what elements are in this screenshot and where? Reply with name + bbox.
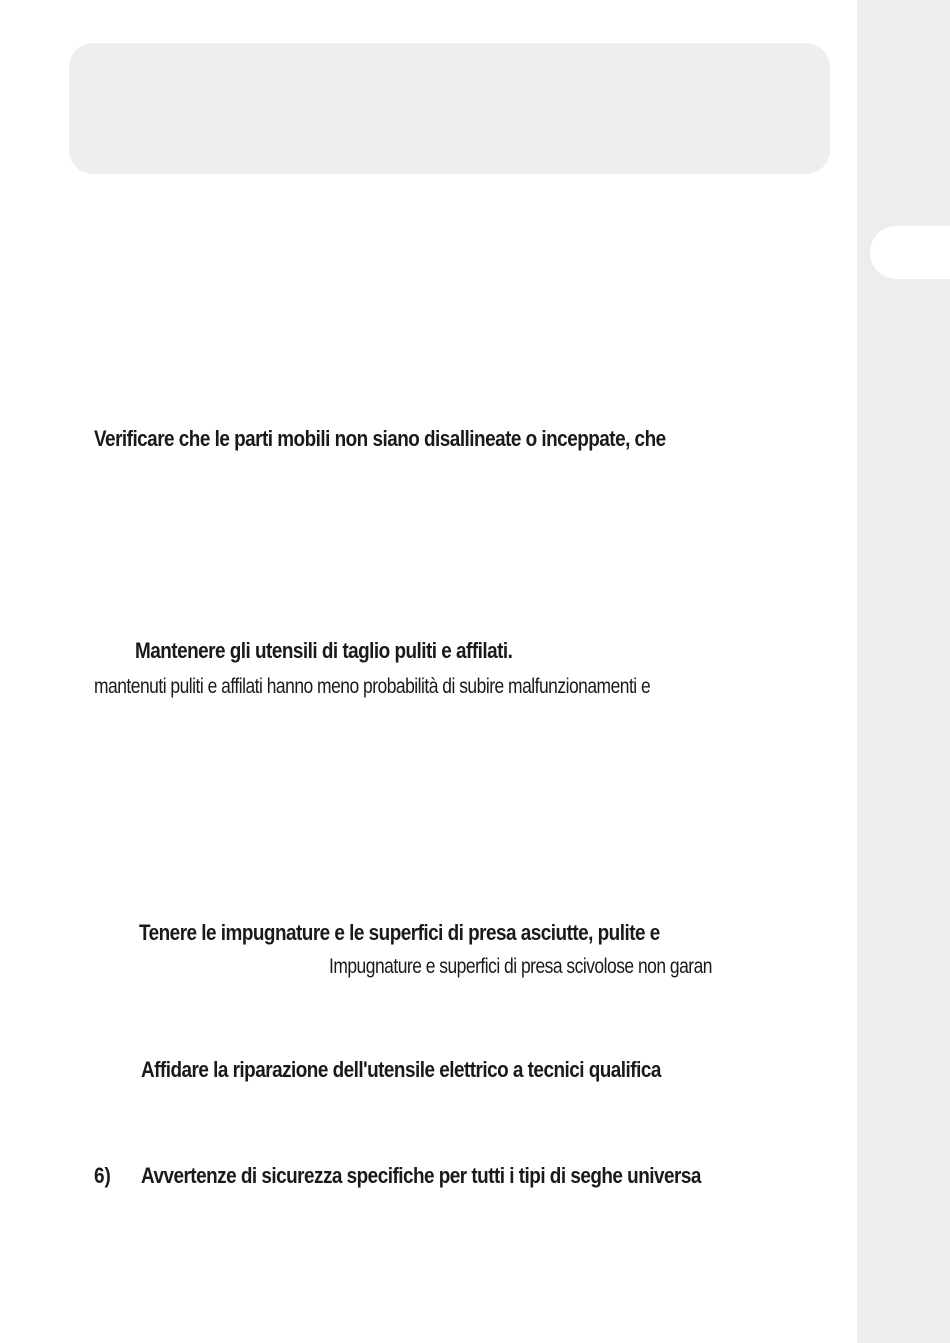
- chapter-tab: [870, 226, 950, 279]
- text-line-cutting-tools-heading: Mantenere gli utensili di taglio puliti e affilati.: [135, 638, 513, 663]
- section-number: 6): [94, 1163, 111, 1188]
- text-line-grips-heading: Tenere le impugnature e le superfici di presa asciutte, pulite e: [139, 920, 660, 945]
- side-margin-strip: [857, 0, 950, 1343]
- text-line-moving-parts: Verificare che le parti mobili non siano disallineate o inceppate, che: [94, 426, 666, 451]
- text-line-repair: Affidare la riparazione dell'utensile elettrico a tecnici qualifica: [141, 1057, 661, 1082]
- text-line-cutting-tools-body: mantenuti puliti e affilati hanno meno probabilità di subire malfunzionamenti e: [94, 675, 651, 698]
- header-panel: [69, 43, 830, 174]
- section-title: Avvertenze di sicurezza specifiche per tutti i tipi di seghe universa: [141, 1163, 701, 1188]
- text-line-grips-body: Impugnature e superfici di presa scivolose non garan: [329, 955, 712, 978]
